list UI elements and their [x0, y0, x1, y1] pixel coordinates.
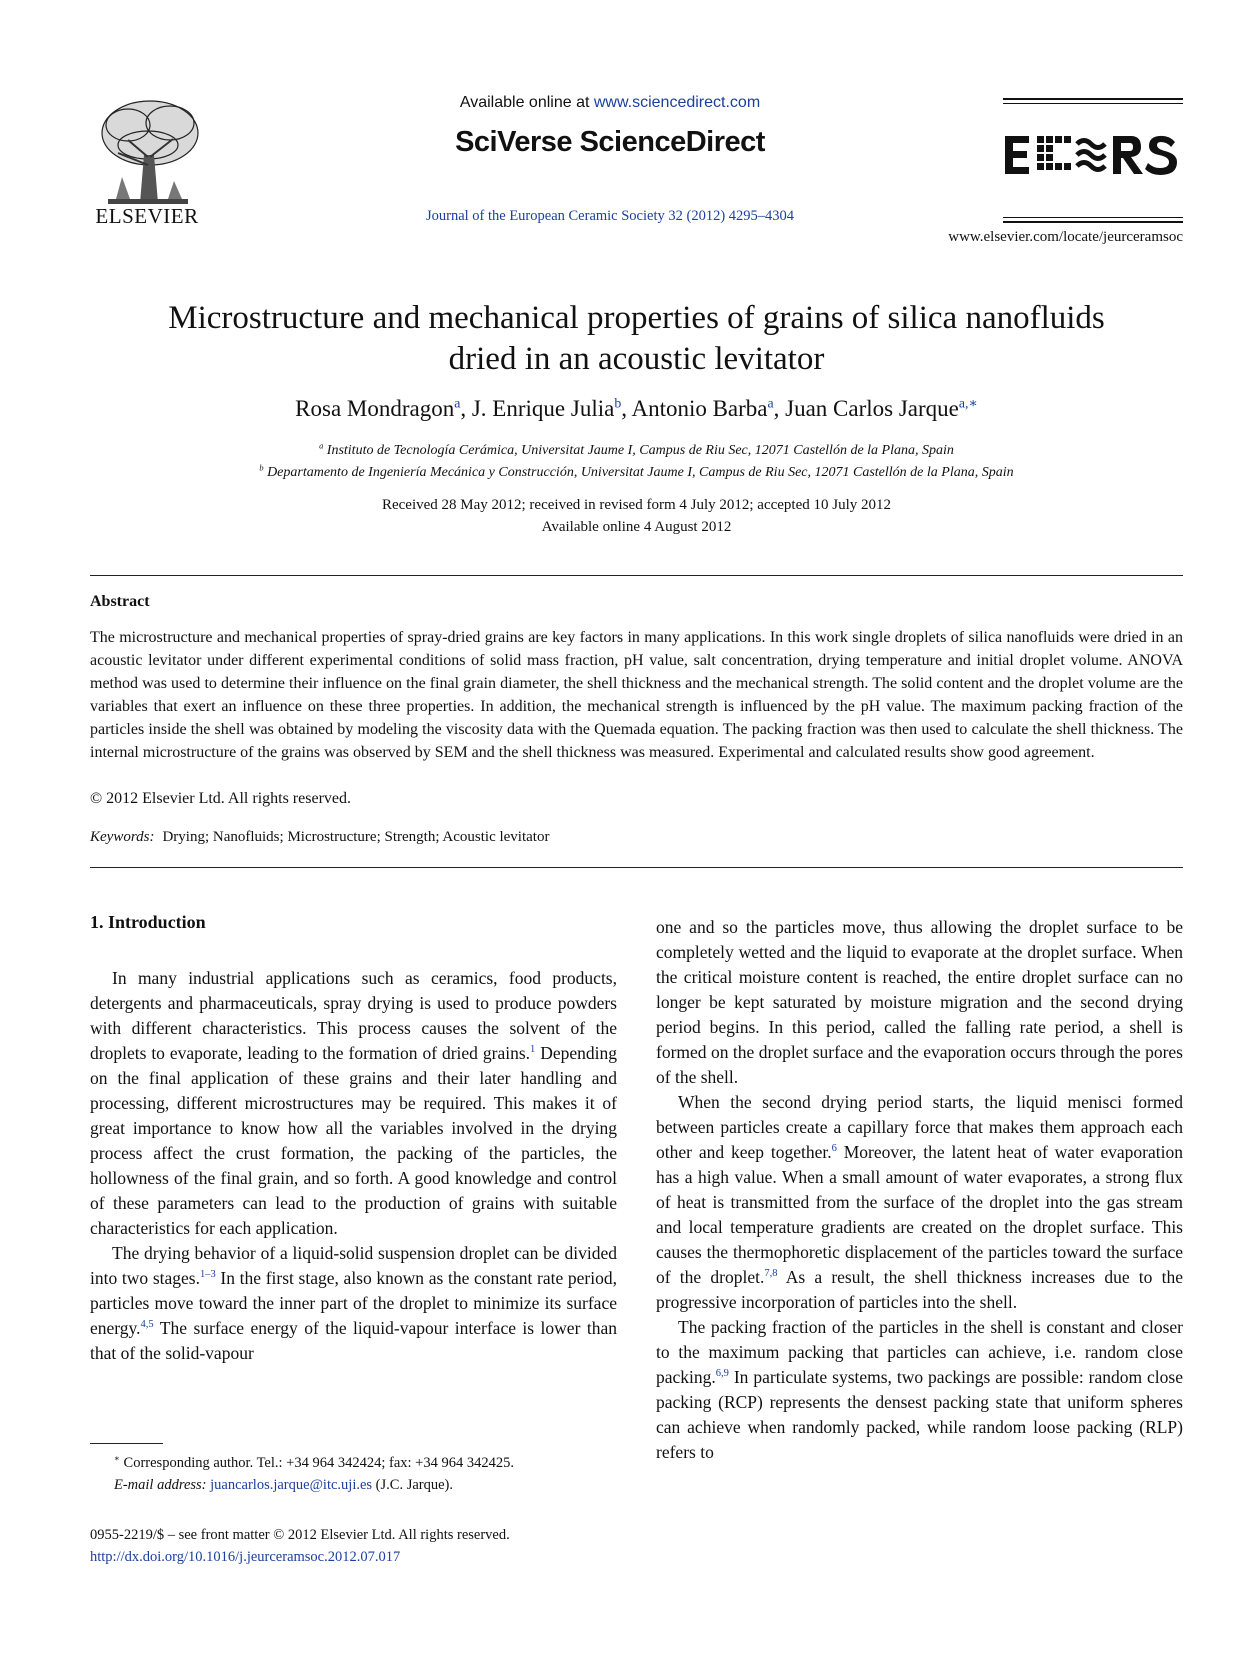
abstract-text: The microstructure and mechanical properties of spray-dried grains are key factors in many applications. In this work single droplets of silica nanofluids were dried in an acoustic levitator under different experimental conditions of solid mass fraction, pH value, salt concentration, drying temperature and initial droplet volume. ANOVA method was used to determine their influence on the final grain diameter, the shell thickness and the mechanical strength. The solid content and the droplet volume are the variables that exert an influence on these three properties. In addition, the mechanical strength is influenced by the pH value. The maximum packing fraction of the particles inside the shell was obtained by modeling the viscosity data with the Quemada equation. The packing fraction was then used to calculate the shell thickness. The internal microstructure of the grains was observed by SEM and the shell thickness was measured. Experimental and calculated results show good agreement. [90, 629, 1183, 761]
header-rule [1003, 98, 1183, 100]
affiliation-link[interactable]: b [614, 395, 622, 411]
article-title [90, 298, 1183, 380]
section-heading-introduction: 1. Introduction [90, 912, 206, 932]
body-column-right [656, 915, 1183, 1465]
available-online-line [380, 94, 840, 112]
history-dates: Received 28 May 2012; received in revised form 4 July 2012; accepted 10 July 2012 [381, 497, 892, 513]
citation-link[interactable]: 7,8 [764, 1268, 778, 1280]
header-rule [1003, 103, 1183, 104]
front-matter [90, 1524, 650, 1568]
affiliation-b [90, 465, 1183, 481]
author-name: Antonio Barba [631, 396, 768, 421]
affiliation-link[interactable]: a [454, 395, 461, 411]
body-column-left [90, 966, 617, 1366]
email-link[interactable]: juancarlos.jarque@itc.uji.es [210, 1477, 373, 1493]
paragraph-text: When the second drying period starts, the liquid menisci formed between particles create a capillary force that makes them approach each other and keep together. [656, 1092, 1183, 1162]
affiliation-text: Departamento de Ingeniería Mecánica y Construcción, Universitat Jaume I, Campus de Riu Sec, 12071 Castellón de la Plana, Spain [263, 465, 1014, 480]
affiliation-link[interactable]: a [767, 395, 774, 411]
paragraph: one and so the particles move, thus allowing the droplet surface to be completely wetted and the liquid to evaporate at the droplet surface. When the critical moisture content is reached, the entire droplet surface can no longer be kept saturated by moisture migration and the second drying period begins. In this period, called the falling rate period, a shell is formed on the droplet surface and the evaporation occurs through the pores of the shell. [656, 917, 1183, 1087]
journal-homepage[interactable]: www.elsevier.com/locate/jeurceramsoc [948, 229, 1183, 245]
sciencedirect-link[interactable]: www.sciencedirect.com [593, 94, 761, 111]
keywords-list: Drying; Nanofluids; Microstructure; Strength; Acoustic levitator [162, 829, 550, 845]
footnote-line [90, 1452, 650, 1474]
section-divider [90, 867, 1183, 868]
title-line-1: Microstructure and mechanical properties of grains of silica nanofluids [168, 300, 1105, 336]
paragraph [90, 1241, 617, 1366]
author-separator: , [773, 396, 786, 421]
email-label: E-mail address: [114, 1477, 207, 1493]
affiliation-link[interactable]: a,∗ [958, 395, 978, 411]
paragraph-text: The packing fraction of the particles in the shell is constant and closer to the maximum packing that particles can achieve, i.e. random close packing. [656, 1317, 1183, 1387]
author-list [90, 396, 1183, 422]
abstract-heading: Abstract [90, 593, 150, 610]
header-rule [1003, 217, 1183, 218]
paragraph [656, 1315, 1183, 1465]
available-online-date: Available online 4 August 2012 [541, 519, 732, 535]
email-suffix: (J.C. Jarque). [372, 1477, 453, 1493]
issn-line: 0955-2219/$ – see front matter © 2012 Elsevier Ltd. All rights reserved. [90, 1527, 510, 1543]
author-name: Rosa Mondragon [295, 396, 455, 421]
jecs-journal-logo [1003, 130, 1183, 180]
platform-name: SciVerse ScienceDirect [455, 126, 765, 158]
affiliation-text: Instituto de Tecnología Cerámica, Universitat Jaume I, Campus de Riu Sec, 12071 Castellón de la Plana, Spain [323, 443, 954, 458]
citation-link[interactable]: 4,5 [140, 1319, 154, 1331]
affiliation-a [90, 443, 1183, 459]
paragraph-text: As a result, the shell thickness increases due to the progressive incorporation of particles into the shell. [656, 1267, 1183, 1312]
keywords-line [90, 829, 549, 846]
section-divider [90, 575, 1183, 576]
publisher-name: ELSEVIER [95, 204, 199, 228]
citation-link[interactable]: 1 [530, 1044, 536, 1056]
citation-link[interactable]: 6 [831, 1143, 837, 1155]
paragraph-text: The surface energy of the liquid-vapour interface is lower than that of the solid-vapour [90, 1318, 617, 1363]
author-separator: , [621, 396, 632, 421]
paragraph-text: In particulate systems, two packings are possible: random close packing (RCP) represents the densest packing state that uniform spheres can achieve when randomly packed, while random loose packing (RLP) refers to [656, 1367, 1183, 1462]
paragraph-text: In the first stage, also known as the constant rate period, particles move toward the inner part of the droplet to minimize its surface energy. [90, 1268, 617, 1338]
footnote-text: Corresponding author. Tel.: +34 964 342424; fax: +34 964 342425. [119, 1455, 514, 1471]
paragraph [656, 1090, 1183, 1315]
keywords-label: Keywords: [90, 829, 155, 845]
footnote-email-line [90, 1474, 650, 1496]
footnote-rule [90, 1443, 163, 1444]
citation-link[interactable]: 6,9 [715, 1368, 729, 1380]
article-history [90, 494, 1183, 538]
author-name: J. Enrique Julia [471, 396, 615, 421]
paragraph-text: In many industrial applications such as ceramics, food products, detergents and pharmaceuticals, spray drying is used to produce powders with different characteristics. This process causes the solvent of the droplets to evaporate, leading to the formation of dried grains. [90, 968, 617, 1063]
paragraph-text: Depending on the final application of these grains and their later handling and processing, different microstructures may be required. This makes it of great importance to know how all the variables involved in the drying process affect the crust formation, the packing of the particles, the hollowness of the final grain, and so forth. A good knowledge and control of these parameters can lead to the production of grains with suitable characteristics for each application. [90, 1043, 617, 1238]
available-online-prefix: Available online at [459, 94, 594, 111]
citation-link[interactable]: 1–3 [199, 1269, 216, 1281]
author-name: Juan Carlos Jarque [785, 396, 959, 421]
journal-reference-link[interactable]: Journal of the European Ceramic Society 32 (2012) 4295–4304 [425, 208, 795, 224]
corresponding-author-footnote [90, 1452, 650, 1496]
abstract-copyright: © 2012 Elsevier Ltd. All rights reserved. [90, 790, 351, 807]
paragraph-text: The drying behavior of a liquid-solid suspension droplet can be divided into two stages. [90, 1243, 617, 1288]
title-line-2: dried in an acoustic levitator [448, 341, 825, 377]
footnote-mark: ∗ [114, 1453, 120, 1464]
paragraph-text: Moreover, the latent heat of water evaporation has a high value. When a small amount of water evaporates, a strong flux of heat is transmitted from the surface of the droplet into the gas stream and local temperature gradients are created on the droplet surface. This causes the thermophoretic displacement of the particles toward the surface of the droplet. [656, 1142, 1183, 1287]
affiliation-mark: a [319, 441, 324, 451]
paragraph [90, 966, 617, 1241]
affiliation-mark: b [259, 463, 264, 473]
doi-link[interactable]: http://dx.doi.org/10.1016/j.jeurceramsoc.2012.07.017 [90, 1549, 401, 1565]
author-separator: , [460, 396, 472, 421]
header-rule [1003, 221, 1183, 223]
